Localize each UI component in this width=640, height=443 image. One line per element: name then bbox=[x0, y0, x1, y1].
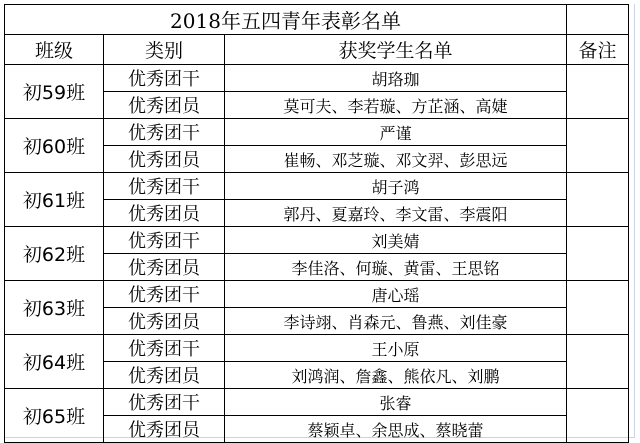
class-cell: 初64班 bbox=[5, 335, 104, 389]
table-row bbox=[5, 335, 629, 362]
note-cell bbox=[567, 389, 629, 443]
category-cell: 优秀团干 bbox=[104, 281, 225, 308]
honor-table-body bbox=[5, 65, 629, 443]
student-names-cell: 崔畅、邓芝璇、邓文羿、彭思远 bbox=[225, 146, 567, 173]
table-title: 2018年五四青年表彰名单 bbox=[5, 5, 567, 35]
note-cell bbox=[567, 119, 629, 173]
class-cell: 初65班 bbox=[5, 389, 104, 443]
category-cell: 优秀团干 bbox=[104, 335, 225, 362]
note-cell bbox=[567, 227, 629, 281]
category-cell: 优秀团员 bbox=[104, 254, 225, 281]
category-cell: 优秀团干 bbox=[104, 389, 225, 416]
student-names-cell: 唐心瑶 bbox=[225, 281, 567, 308]
note-cell bbox=[567, 335, 629, 389]
student-names-cell: 蔡颖卓、余思成、蔡晓蕾 bbox=[225, 416, 567, 443]
student-names-cell: 严谨 bbox=[225, 119, 567, 146]
category-cell: 优秀团干 bbox=[104, 65, 225, 92]
category-cell: 优秀团干 bbox=[104, 119, 225, 146]
table-row bbox=[5, 173, 629, 200]
student-names-cell: 张睿 bbox=[225, 389, 567, 416]
student-names-cell: 胡珞珈 bbox=[225, 65, 567, 92]
table-row bbox=[5, 227, 629, 254]
title-row-blank-cell bbox=[567, 5, 629, 35]
table-row bbox=[5, 281, 629, 308]
header-row bbox=[5, 35, 629, 65]
student-names-cell: 李诗翊、肖森元、鲁燕、刘佳豪 bbox=[225, 308, 567, 335]
header-category: 类别 bbox=[104, 35, 225, 65]
header-students: 获奖学生名单 bbox=[225, 35, 567, 65]
student-names-cell: 刘鸿润、詹鑫、熊依凡、刘鹏 bbox=[225, 362, 567, 389]
category-cell: 优秀团员 bbox=[104, 92, 225, 119]
note-cell bbox=[567, 281, 629, 335]
table-row bbox=[5, 65, 629, 92]
header-note: 备注 bbox=[567, 35, 629, 65]
category-cell: 优秀团干 bbox=[104, 173, 225, 200]
student-names-cell: 胡子鸿 bbox=[225, 173, 567, 200]
category-cell: 优秀团员 bbox=[104, 308, 225, 335]
note-cell bbox=[567, 173, 629, 227]
honor-roll-table bbox=[4, 4, 629, 443]
category-cell: 优秀团员 bbox=[104, 146, 225, 173]
table-row bbox=[5, 389, 629, 416]
category-cell: 优秀团员 bbox=[104, 416, 225, 443]
header-class: 班级 bbox=[5, 35, 104, 65]
category-cell: 优秀团员 bbox=[104, 362, 225, 389]
note-cell bbox=[567, 65, 629, 119]
student-names-cell: 郭丹、夏嘉玲、李文雷、李震阳 bbox=[225, 200, 567, 227]
class-cell: 初59班 bbox=[5, 65, 104, 119]
table-row bbox=[5, 119, 629, 146]
class-cell: 初62班 bbox=[5, 227, 104, 281]
class-cell: 初61班 bbox=[5, 173, 104, 227]
student-names-cell: 莫可夫、李若璇、方芷涵、高婕 bbox=[225, 92, 567, 119]
student-names-cell: 王小原 bbox=[225, 335, 567, 362]
class-cell: 初60班 bbox=[5, 119, 104, 173]
title-row bbox=[5, 5, 629, 35]
student-names-cell: 李佳洛、何璇、黄雷、王思铭 bbox=[225, 254, 567, 281]
category-cell: 优秀团干 bbox=[104, 227, 225, 254]
student-names-cell: 刘美婧 bbox=[225, 227, 567, 254]
category-cell: 优秀团员 bbox=[104, 200, 225, 227]
class-cell: 初63班 bbox=[5, 281, 104, 335]
